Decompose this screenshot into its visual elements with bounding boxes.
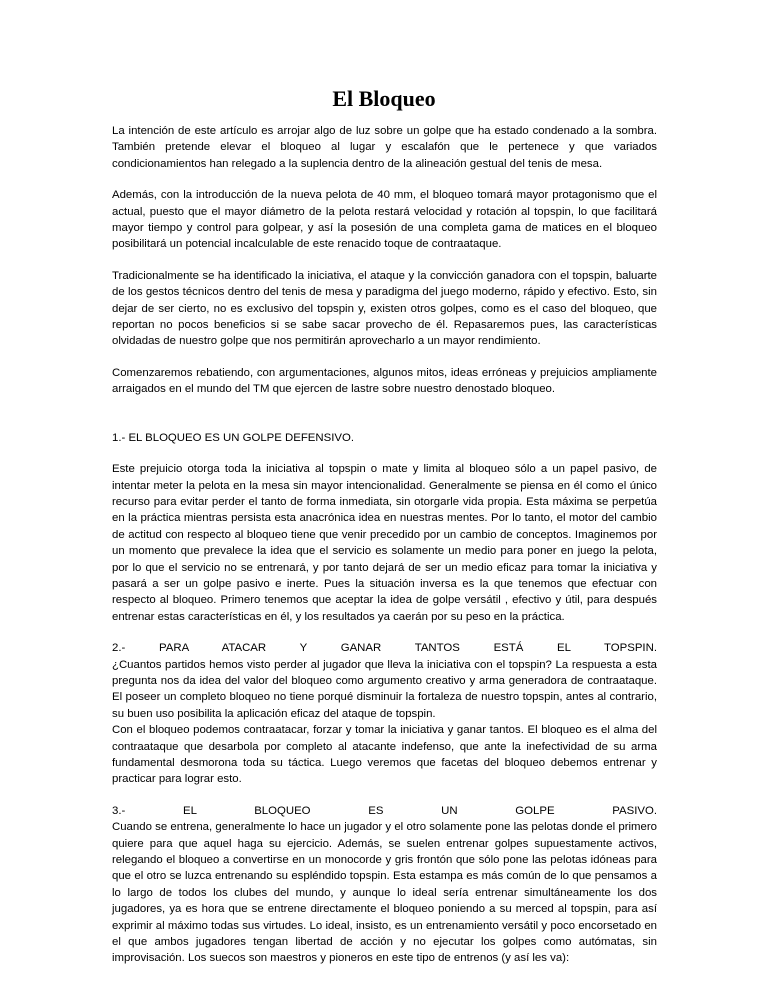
- document-title: El Bloqueo: [332, 86, 436, 111]
- paragraph: Comenzaremos rebatiendo, con argumentaciones, algunos mitos, ideas erróneas y prejuicios ampliamente arraigados en el mundo del TM que ejercen de lastre sobre nuestro denostado bloqueo.: [112, 366, 657, 396]
- section-heading: 1.- EL BLOQUEO ES UN GOLPE DEFENSIVO.: [112, 431, 355, 444]
- paragraph: ¿Cuantos partidos hemos visto perder al jugador que lleva la iniciativa con el topspin? La respuesta a esta pregunta nos da idea del valor del bloqueo como argumento creativo y arma generadora de contraataque. El poseer un completo bloqueo no tiene porqué disminuir la fortaleza de nuestro topspin, antes al contrario, su buen uso posibilita la aplicación eficaz del ataque de topspin.: [112, 658, 657, 720]
- section-heading: 2.- PARA ATACAR Y GANAR TANTOS ESTÁ EL TOPSPIN.: [112, 642, 657, 655]
- paragraph: Cuando se entrena, generalmente lo hace un jugador y el otro solamente pone las pelotas donde el primero quiere para que aquel haga su ejercicio. Además, se suelen entrenar golpes supuestamente activos, relegando el bloqueo a convertirse en un monocorde y gris frontón que sólo pone las pelotas idóneas para que el otro se luzca entrenando su espléndido topspin. Esta estampa es más común de lo que pensamos a lo largo de todos los clubes del mundo, y aunque lo ideal sería entrenar simultáneamente los dos jugadores, ya es hora que se entrene directamente el bloqueo poniendo a su merced al topspin, para así exprimir al máximo todas sus virtudes. Lo ideal, insisto, es un entrenamiento versátil y poco encorsetado en el que ambos jugadores tengan libertad de acción y no ejecutar los golpes como autómatas, sin improvisación. Los suecos son maestros y pioneros en este tipo de entrenos (y así les va):: [112, 821, 657, 965]
- section-heading: 3.- EL BLOQUEO ES UN GOLPE PASIVO.: [112, 804, 657, 817]
- paragraph: Este prejuicio otorga toda la iniciativa al topspin o mate y limita al bloqueo sólo a un papel pasivo, de intentar meter la pelota en la mesa sin mayor intencionalidad. Generalmente se piensa en él como el único recurso para evitar perder el tanto de forma inmediata, sin otorgarle vida propia. Esta máxima se perpetúa en la práctica mientras persista esta anacrónica idea en nuestras mentes. Por lo tanto, el motor del cambio de actitud con respecto al bloqueo tiene que venir precedido por un cambio de conceptos. Imaginemos por un momento que prevalece la idea que el servicio es solamente un medio para poner en juego la pelota, por lo que el servicio no se entrenará, y por tanto dejará de ser un medio eficaz para tomar la iniciativa y pasará a ser un golpe pasivo e inerte. Pues la situación inversa es la que tenemos que efectuar con respecto al bloqueo. Primero tenemos que aceptar la idea de golpe versátil , efectivo y útil, para después entrenar estas características en él, y los resultados ya caerán por su peso en la práctica.: [112, 463, 657, 623]
- document-body: [112, 123, 657, 967]
- paragraph: Tradicionalmente se ha identificado la iniciativa, el ataque y la convicción ganadora con el topspin, baluarte de los gestos técnicos dentro del tenis de mesa y paradigma del juego moderno, rápido y efectivo. Esto, sin dejar de ser cierto, no es exclusivo del topspin y, existen otros golpes, como es el caso del bloqueo, que reportan no pocos beneficios si se sabe sacar provecho de él. Repasaremos pues, las características olvidadas de nuestro golpe que nos permitirán aprovecharlo a un mayor rendimiento.: [112, 269, 657, 348]
- paragraph: Además, con la introducción de la nueva pelota de 40 mm, el bloqueo tomará mayor protagonismo que el actual, puesto que el mayor diámetro de la pelota restará velocidad y rotación al topspin, lo que facilitará mayor tiempo y control para golpear, y así la posesión de una completa gama de matices en el bloqueo posibilitará un potencial incalculable de este renacido toque de contraataque.: [112, 189, 657, 251]
- paragraph: La intención de este artículo es arrojar algo de luz sobre un golpe que ha estado condenado a la sombra. También pretende elevar el bloqueo al lugar y escalafón que le pertenece y que variados condicionamientos han relegado a la suplencia dentro de la alineación gestual del tenis de mesa.: [112, 125, 657, 170]
- paragraph: Con el bloqueo podemos contraatacar, forzar y tomar la iniciativa y ganar tantos. El bloqueo es el alma del contraataque que desarbola por completo al atacante indefenso, que ante la inefectividad de su arma fundamental desmorona toda su táctica. Luego veremos que facetas del bloqueo debemos entrenar y practicar para lograr esto.: [112, 724, 657, 786]
